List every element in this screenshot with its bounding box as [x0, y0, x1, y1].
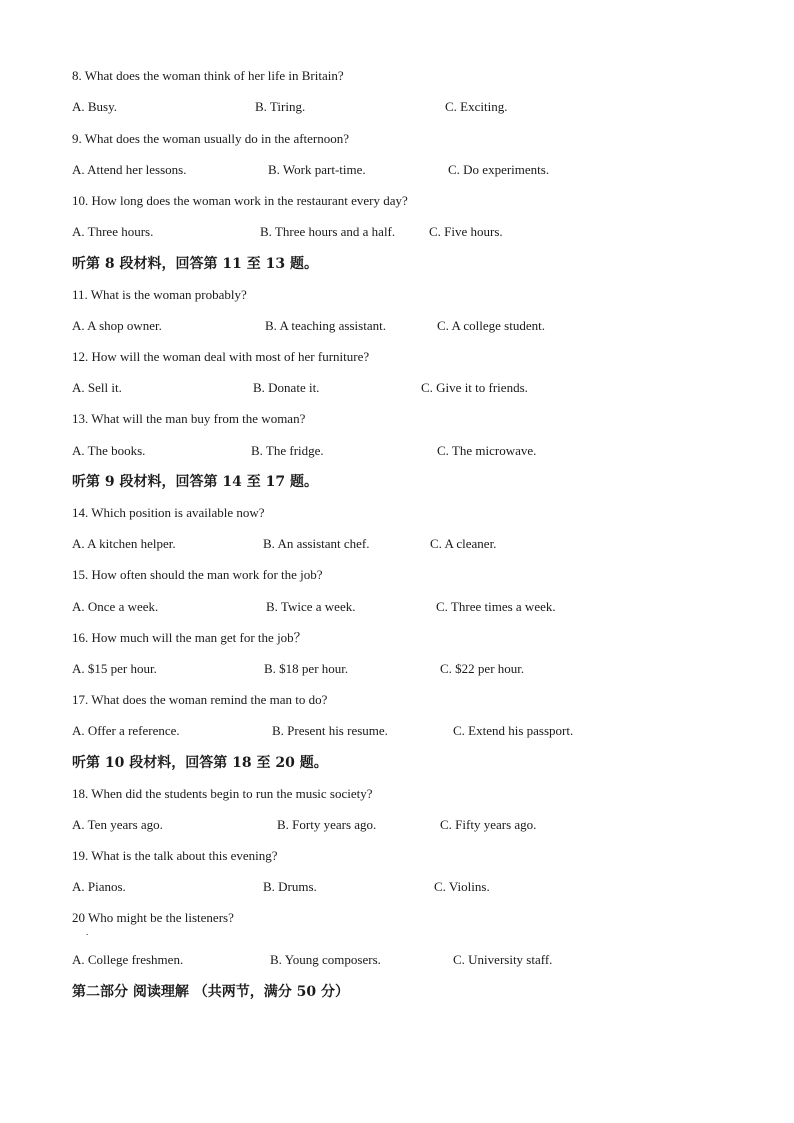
question-10: 10. How long does the woman work in the restaurant every day? [72, 193, 408, 208]
option-b[interactable]: B. A teaching assistant. [265, 318, 386, 333]
option-b[interactable]: B. Forty years ago. [277, 817, 377, 832]
option-b[interactable]: B. An assistant chef. [263, 536, 370, 551]
option-b[interactable]: B. Tiring. [255, 99, 306, 114]
question-15: 15. How often should the man work for the job? [72, 567, 323, 582]
option-a[interactable]: A. Pianos. [72, 879, 126, 894]
question-20: 20 Who might be the listeners? [72, 910, 234, 925]
stray-mark: . [86, 927, 89, 937]
option-c[interactable]: C. Fifty years ago. [440, 817, 537, 832]
section-heading-8: 听第 8 段材料，回答第 11 至 13 题。 [72, 256, 318, 272]
question-8: 8. What does the woman think of her life in Britain? [72, 68, 344, 83]
option-a[interactable]: A. College freshmen. [72, 952, 184, 967]
option-a[interactable]: A. A shop owner. [72, 318, 162, 333]
question-13: 13. What will the man buy from the woman? [72, 411, 306, 426]
section-heading-10: 听第 10 段材料，回答第 18 至 20 题。 [72, 755, 328, 771]
option-a[interactable]: A. Attend her lessons. [72, 162, 187, 177]
option-a[interactable]: A. The books. [72, 443, 146, 458]
option-a[interactable]: A. Ten years ago. [72, 817, 163, 832]
option-b[interactable]: B. Three hours and a half. [260, 224, 396, 239]
option-c[interactable]: C. University staff. [453, 952, 553, 967]
question-16: 16. How much will the man get for the job？ [72, 630, 307, 645]
option-c[interactable]: C. A cleaner. [430, 536, 497, 551]
option-c[interactable]: C. $22 per hour. [440, 661, 525, 676]
option-a[interactable]: A. Offer a reference. [72, 723, 180, 738]
option-c[interactable]: C. Violins. [434, 879, 490, 894]
question-12: 12. How will the woman deal with most of her furniture? [72, 349, 370, 364]
option-b[interactable]: B. Work part-time. [268, 162, 366, 177]
question-19: 19. What is the talk about this evening? [72, 848, 278, 863]
option-a[interactable]: A. Sell it. [72, 380, 122, 395]
option-b[interactable]: B. Young composers. [270, 952, 381, 967]
option-a[interactable]: A. Three hours. [72, 224, 154, 239]
option-a[interactable]: A. A kitchen helper. [72, 536, 176, 551]
question-17: 17. What does the woman remind the man to do? [72, 692, 328, 707]
option-b[interactable]: B. Present his resume. [272, 723, 388, 738]
option-c[interactable]: C. The microwave. [437, 443, 537, 458]
option-c[interactable]: C. Exciting. [445, 99, 508, 114]
part-two-heading: 第二部分 阅读理解 （共两节，满分 50 分） [72, 984, 349, 1000]
question-9: 9. What does the woman usually do in the afternoon? [72, 131, 350, 146]
question-14: 14. Which position is available now? [72, 505, 265, 520]
option-c[interactable]: C. Five hours. [429, 224, 503, 239]
option-b[interactable]: B. Drums. [263, 879, 317, 894]
option-a[interactable]: A. $15 per hour. [72, 661, 157, 676]
option-a[interactable]: A. Busy. [72, 99, 118, 114]
option-c[interactable]: C. Three times a week. [436, 599, 556, 614]
question-11: 11. What is the woman probably? [72, 287, 247, 302]
option-b[interactable]: B. The fridge. [251, 443, 324, 458]
option-b[interactable]: B. $18 per hour. [264, 661, 349, 676]
option-b[interactable]: B. Donate it. [253, 380, 320, 395]
option-c[interactable]: C. A college student. [437, 318, 545, 333]
option-c[interactable]: C. Give it to friends. [421, 380, 528, 395]
section-heading-9: 听第 9 段材料，回答第 14 至 17 题。 [72, 474, 318, 490]
option-c[interactable]: C. Extend his passport. [453, 723, 574, 738]
option-c[interactable]: C. Do experiments. [448, 162, 550, 177]
question-18: 18. When did the students begin to run the music society? [72, 786, 373, 801]
option-a[interactable]: A. Once a week. [72, 599, 159, 614]
option-b[interactable]: B. Twice a week. [266, 599, 356, 614]
